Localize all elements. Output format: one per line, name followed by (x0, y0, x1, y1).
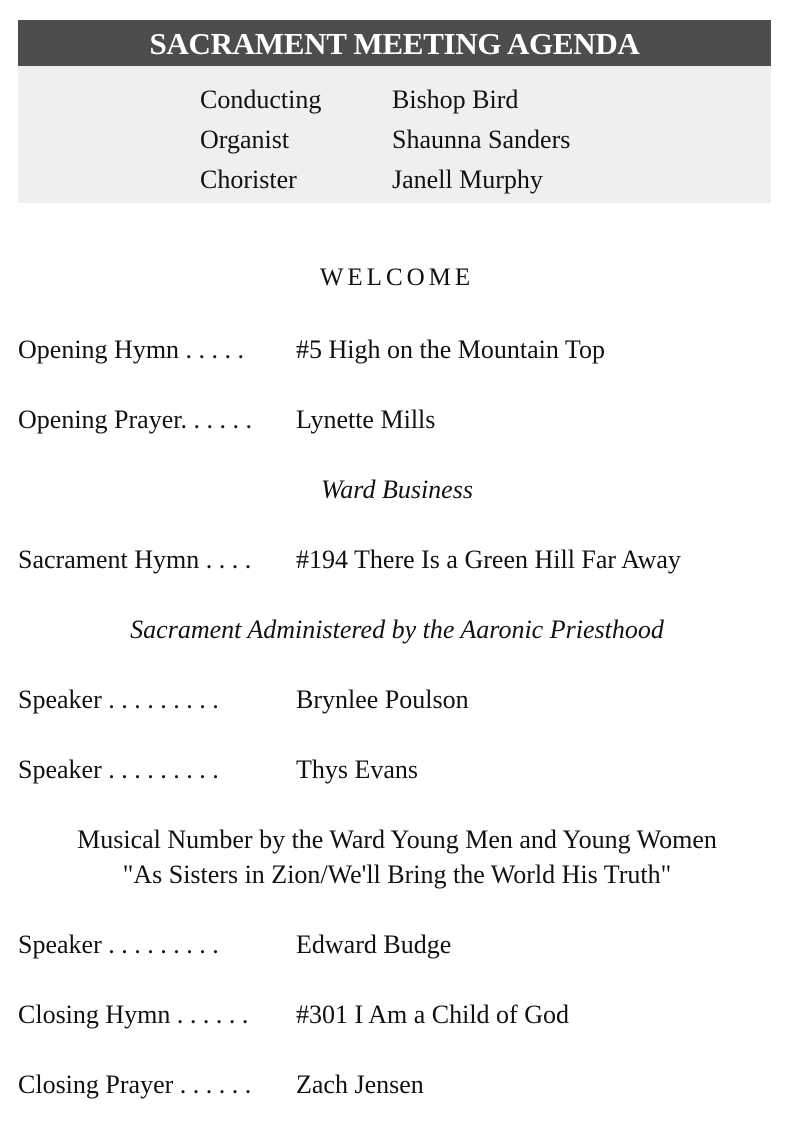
closing-prayer-label: Closing Prayer . . . . . . (18, 1070, 252, 1099)
musical-number-line-1: Musical Number by the Ward Young Men and Young Women (77, 825, 717, 854)
closing-hymn-value: #301 I Am a Child of God (296, 1000, 569, 1029)
roles-panel (18, 66, 771, 203)
agenda-title: SACRAMENT MEETING AGENDA (18, 20, 771, 66)
speaker-line (18, 685, 469, 715)
opening-prayer-label: Opening Prayer. . . . . . (18, 405, 252, 434)
speaker-name: Edward Budge (296, 930, 452, 959)
opening-prayer-line (18, 405, 435, 435)
closing-prayer-line (18, 1070, 424, 1100)
speaker-label: Speaker . . . . . . . . . (18, 685, 219, 714)
welcome-heading: WELCOME (319, 264, 475, 291)
sacrament-note: Sacrament Administered by the Aaronic Priesthood (130, 615, 664, 644)
opening-hymn-value: #5 High on the Mountain Top (296, 335, 605, 364)
role-person: Bishop Bird (392, 85, 519, 114)
sacrament-hymn-line (18, 545, 681, 575)
role-label: Conducting (200, 85, 322, 114)
role-person: Shaunna Sanders (392, 125, 571, 154)
speaker-line (18, 755, 418, 785)
opening-hymn-label: Opening Hymn . . . . . (18, 335, 245, 364)
closing-prayer-value: Zach Jensen (296, 1070, 424, 1099)
role-row-chorister (200, 165, 543, 195)
sacrament-hymn-label: Sacrament Hymn . . . . (18, 545, 252, 574)
sacrament-hymn-value: #194 There Is a Green Hill Far Away (296, 545, 681, 574)
speaker-name: Thys Evans (296, 755, 419, 784)
speaker-label: Speaker . . . . . . . . . (18, 755, 219, 784)
role-row-organist (200, 125, 570, 155)
opening-hymn-line (18, 335, 605, 365)
speaker-name: Brynlee Poulson (296, 685, 469, 714)
role-label: Organist (200, 125, 290, 154)
role-person: Janell Murphy (392, 165, 543, 194)
closing-hymn-label: Closing Hymn . . . . . . (18, 1000, 249, 1029)
role-row-conducting (200, 85, 518, 115)
musical-number-line-2: "As Sisters in Zion/We'll Bring the World His Truth" (122, 860, 672, 889)
role-label: Chorister (200, 165, 297, 194)
ward-business-heading: Ward Business (321, 475, 473, 504)
closing-hymn-line (18, 1000, 569, 1030)
speaker-label: Speaker . . . . . . . . . (18, 930, 219, 959)
speaker-line (18, 930, 451, 960)
opening-prayer-value: Lynette Mills (296, 405, 436, 434)
